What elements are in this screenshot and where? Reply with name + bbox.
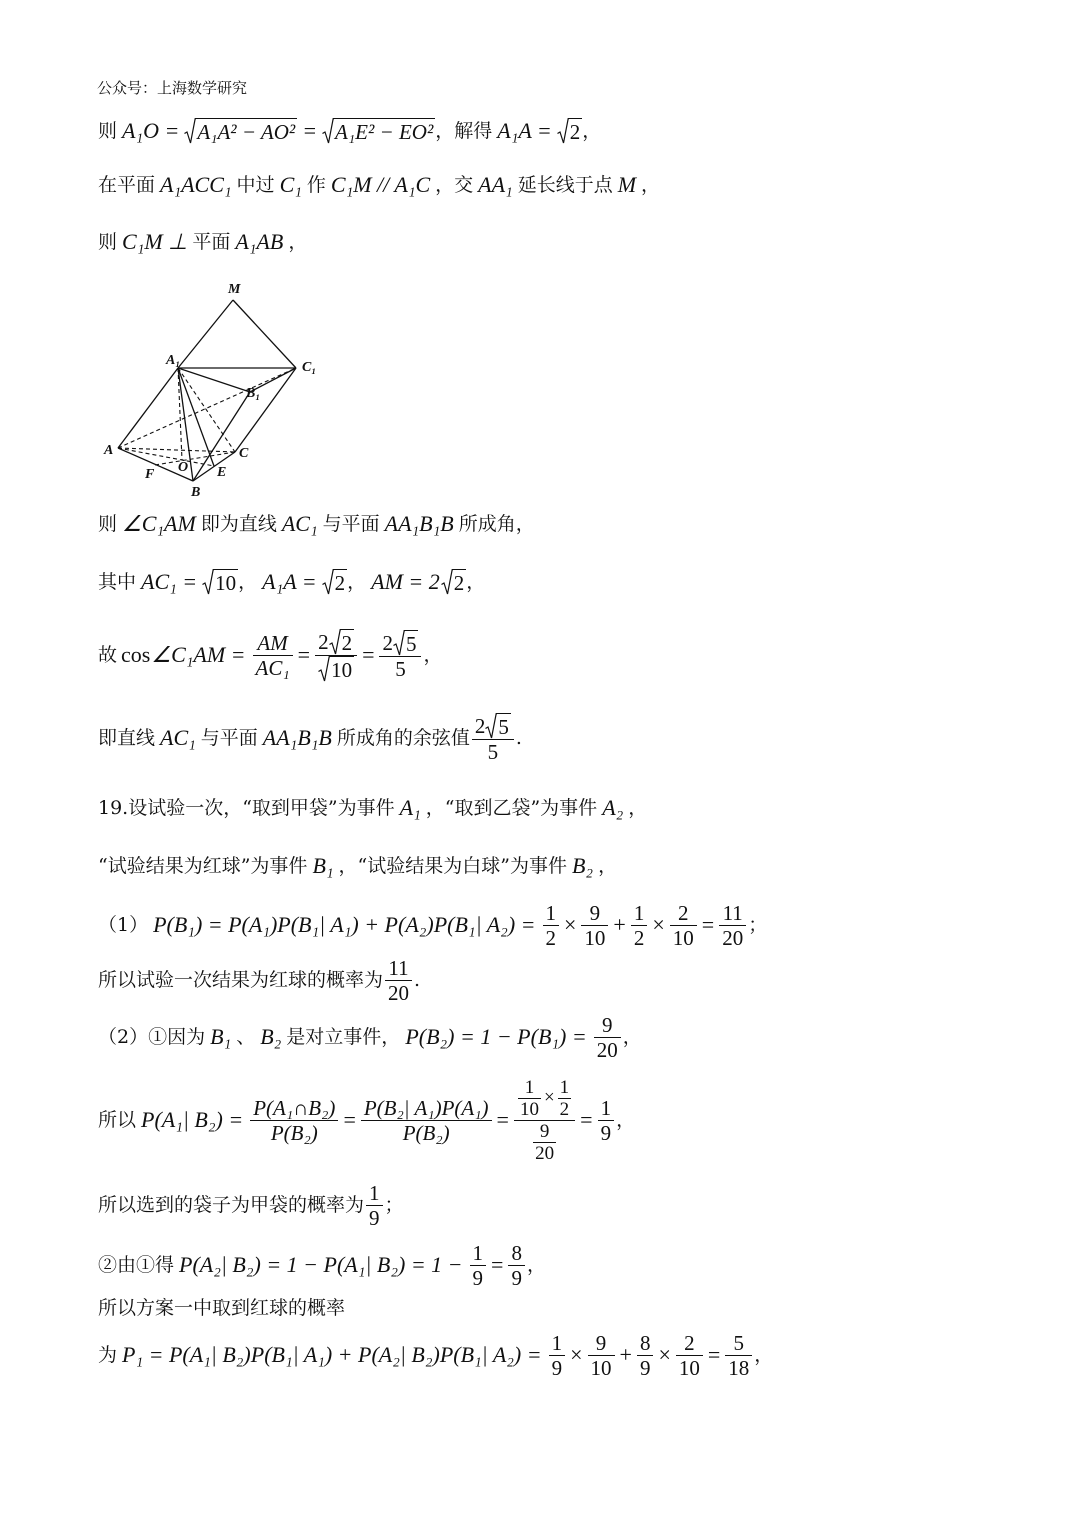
numerator: [315, 629, 357, 656]
numerator: 9: [594, 1013, 621, 1038]
math: B₁: [312, 853, 334, 878]
numerator: [472, 713, 514, 740]
text: ，: [466, 571, 486, 593]
fraction: [719, 901, 746, 950]
cos-function: cos: [121, 642, 151, 667]
text: 与平面: [200, 727, 258, 749]
text: 则: [98, 513, 118, 535]
label-a: A: [104, 443, 114, 458]
fraction: [253, 631, 293, 680]
fraction: [379, 630, 421, 681]
label-o: O: [178, 460, 189, 475]
math: AA₁B₁B: [384, 511, 454, 536]
fraction: [250, 1096, 338, 1145]
text: ，解得: [435, 120, 493, 142]
text: ，交: [435, 174, 474, 196]
radicand: 10: [331, 657, 353, 682]
fraction: [637, 1331, 654, 1380]
denominator: 18: [728, 1355, 750, 1380]
edge-m-c1: [233, 300, 296, 368]
math: C₁M ⊥: [122, 229, 188, 254]
text: ，: [347, 571, 367, 593]
math: C₁M // A₁C: [330, 172, 431, 197]
text: 所成角的余弦值: [336, 727, 470, 749]
fraction: [533, 1121, 556, 1164]
fraction: [549, 1331, 566, 1380]
numerator: [514, 1077, 575, 1121]
numerator: 1: [366, 1181, 383, 1206]
math: P(A₂| B₂) = 1 − P(A₁| B₂) = 1 −: [179, 1252, 463, 1277]
math: A₁ACC₁: [160, 172, 232, 197]
radicand: 2: [341, 630, 353, 655]
prism-figure: [100, 275, 330, 505]
math: A₁A =: [497, 118, 552, 143]
text: （1）: [98, 914, 149, 936]
denominator: 5: [395, 656, 406, 681]
sqrt-expression: [318, 656, 354, 682]
edge-a1-b1: [178, 368, 250, 392]
text: ，: [754, 1344, 774, 1366]
edge-b-c: [193, 452, 235, 481]
numerator: 1: [559, 1076, 570, 1098]
numerator: 9: [533, 1121, 556, 1143]
denominator: 2: [559, 1098, 570, 1120]
numerator: 1: [518, 1077, 541, 1099]
text: ，: [582, 120, 602, 142]
denominator: 20: [596, 1037, 618, 1062]
math: AA₁: [478, 172, 513, 197]
text: （2）①因为: [98, 1026, 206, 1048]
label-b: B: [191, 485, 201, 500]
sqrt-expression: [322, 569, 348, 595]
radical-sign: [184, 118, 196, 144]
operator: =: [701, 912, 715, 937]
text: ，: [423, 644, 443, 666]
sqrt-expression: [393, 630, 419, 656]
text: 所以试验一次结果为红球的概率为: [98, 969, 384, 991]
operator: ×: [652, 912, 665, 937]
numerator: 11: [385, 956, 412, 981]
fraction: [543, 901, 560, 950]
equals: =: [362, 642, 375, 667]
equals: =: [580, 1107, 593, 1132]
fraction: [670, 901, 697, 950]
fraction: [385, 956, 412, 1005]
denominator: 2: [545, 925, 556, 950]
text: 延长线于点: [517, 174, 613, 196]
math: AA₁B₁B: [262, 725, 332, 750]
numerator: P(B₂| A₁)P(A₁): [361, 1096, 492, 1121]
text: 中过: [236, 174, 275, 196]
radical-sign: [322, 569, 334, 595]
text: ；: [748, 914, 768, 936]
text: ；: [384, 1194, 404, 1216]
numerator: 2: [670, 901, 697, 926]
label-f: F: [145, 467, 155, 482]
math: P(B₂) = 1 − P(B₁) =: [405, 1024, 587, 1049]
radicand: A₁A² − AO²: [197, 120, 296, 144]
denominator: 5: [487, 739, 499, 764]
text: .: [414, 969, 421, 991]
operator: ×: [543, 1087, 555, 1108]
numerator: 1: [631, 901, 648, 926]
radicand: 2: [453, 571, 465, 595]
equals: =: [343, 1107, 356, 1132]
sqrt-expression: [485, 713, 511, 739]
fraction: [588, 1331, 615, 1380]
header-text: 公众号：上海数学研究: [97, 79, 248, 97]
coefficient: 2: [382, 630, 393, 655]
denominator: 10: [678, 1355, 700, 1380]
math: A₁O =: [122, 118, 180, 143]
denominator: 10: [590, 1355, 612, 1380]
label-a1: A₁: [166, 353, 181, 368]
radical-sign: [393, 630, 405, 656]
math: P(B₁) = P(A₁)P(B₁| A₁) + P(A₂)P(B₁| A₂) =: [153, 912, 536, 937]
math: AC₁: [160, 725, 196, 750]
denominator: 9: [551, 1355, 563, 1380]
text: 所成角，: [458, 513, 535, 535]
numerator: 9: [581, 901, 608, 926]
denominator: 20: [722, 925, 744, 950]
denominator: 20: [388, 980, 410, 1005]
numerator: 8: [637, 1331, 654, 1356]
denominator: [514, 1121, 575, 1164]
numerator: [379, 630, 421, 657]
denominator: P(B₂): [402, 1120, 450, 1145]
text: ，: [598, 855, 618, 877]
fraction: [472, 713, 514, 764]
edge-a1-a: [118, 368, 178, 448]
fraction: [518, 1077, 541, 1120]
denominator: 9: [639, 1355, 651, 1380]
text: ，: [622, 1026, 642, 1048]
sqrt-expression: [322, 118, 435, 144]
equals: =: [297, 642, 311, 667]
math: A₁AB: [235, 229, 284, 254]
text: 平面: [192, 231, 231, 253]
math: AC₁ =: [141, 569, 198, 594]
text: 与平面: [322, 513, 380, 535]
text: “试验结果为红球”为事件: [98, 855, 308, 877]
radicand: 5: [405, 631, 417, 656]
text: ②由①得: [98, 1254, 175, 1276]
fraction: [470, 1241, 487, 1290]
fraction: [558, 1077, 572, 1120]
text: .: [515, 727, 522, 749]
text: ，: [616, 1109, 636, 1131]
radicand: A₁E² − EO²: [335, 120, 434, 144]
math: P(A₁| B₂) =: [141, 1107, 244, 1132]
numerator: 11: [719, 901, 746, 926]
denominator: 10: [672, 925, 694, 950]
numerator: 1: [543, 901, 560, 926]
numerator: 2: [676, 1331, 703, 1356]
dashed-a-c1: [118, 368, 296, 448]
numerator: 8: [508, 1241, 525, 1266]
numerator: 1: [549, 1331, 566, 1356]
numerator: 1: [598, 1096, 615, 1121]
numerator: 5: [725, 1331, 752, 1356]
sqrt-expression: [557, 118, 583, 144]
numerator: P(A₁∩B₂): [250, 1096, 338, 1121]
text: 是对立事件，: [286, 1026, 401, 1048]
fraction: [725, 1331, 752, 1380]
denominator: 10: [519, 1098, 539, 1120]
denominator: 9: [472, 1265, 484, 1290]
coefficient: 2: [318, 629, 329, 654]
edge-m-a1: [178, 300, 233, 368]
denominator: 10: [584, 925, 606, 950]
radical-sign: [322, 118, 334, 144]
radicand: 2: [334, 571, 346, 595]
math: A₁: [399, 795, 421, 820]
equals: =: [496, 1107, 509, 1132]
operator: +: [613, 912, 626, 937]
text: ，: [526, 1254, 546, 1276]
text: 所以方案一中取到红球的概率: [98, 1297, 346, 1319]
fraction: [361, 1096, 492, 1145]
text: 则: [98, 120, 118, 142]
label-c: C: [239, 446, 249, 461]
label-b1: B₁: [246, 386, 261, 401]
text: 其中: [98, 571, 137, 593]
radical-sign: [202, 569, 214, 595]
text: ，: [288, 231, 308, 253]
radical-sign: [329, 629, 341, 655]
denominator: [315, 656, 357, 682]
math: ∠C₁AM: [122, 511, 196, 536]
text: 为: [98, 1344, 118, 1366]
dashed-c-f: [155, 452, 235, 465]
radical-sign: [485, 713, 497, 739]
label-c1: C₁: [302, 360, 317, 375]
text: 即为直线: [200, 513, 277, 535]
text: ，: [628, 797, 648, 819]
fraction: [598, 1096, 615, 1145]
text: 即直线: [98, 727, 156, 749]
fraction: [631, 901, 648, 950]
equals: =: [302, 118, 318, 143]
label-e: E: [217, 465, 227, 480]
denominator: AC₁: [255, 655, 290, 680]
denominator: 2: [633, 925, 645, 950]
operator: +: [619, 1342, 632, 1367]
math: A₂: [602, 795, 624, 820]
text: 故: [98, 644, 118, 666]
numerator: 1: [470, 1241, 487, 1266]
math: ∠C₁AM =: [151, 642, 246, 667]
text: ，: [641, 174, 661, 196]
math: B₁: [210, 1024, 232, 1049]
operator: ×: [658, 1342, 671, 1367]
denominator: 9: [511, 1265, 522, 1290]
text: 作: [306, 174, 326, 196]
math: AC₁: [281, 511, 318, 536]
denominator: 20: [535, 1142, 555, 1164]
radicand: 10: [215, 571, 237, 595]
radical-sign: [557, 118, 569, 144]
radicand: 2: [569, 120, 581, 144]
compound-fraction: [514, 1077, 575, 1164]
coefficient: 2: [474, 713, 486, 738]
denominator: 9: [600, 1120, 612, 1145]
segment-a1-e: [178, 368, 214, 466]
math: C₁: [279, 172, 302, 197]
math: P₁ = P(A₁| B₂)P(B₁| A₁) + P(A₂| B₂)P(B₁| A₂) =: [122, 1342, 542, 1367]
text: 所以: [98, 1109, 137, 1131]
text: ，: [238, 571, 258, 593]
sqrt-expression: [184, 118, 297, 144]
text: 19.设试验一次，“取到甲袋”为事件: [98, 797, 395, 819]
equals: =: [491, 1252, 504, 1277]
fraction: [366, 1181, 383, 1230]
operator: ×: [564, 912, 577, 937]
sqrt-expression: [441, 569, 467, 595]
operator: ×: [570, 1342, 583, 1367]
math: AM = 2: [371, 569, 440, 594]
edge-c1-c: [235, 368, 296, 452]
text: 则: [98, 231, 118, 253]
label-m: M: [228, 282, 241, 297]
math: B₂: [571, 853, 594, 878]
text: 所以选到的袋子为甲袋的概率为: [98, 1194, 365, 1216]
text: ，“取到乙袋”为事件: [425, 797, 598, 819]
text: ，“试验结果为白球”为事件: [338, 855, 567, 877]
sqrt-expression: [202, 569, 238, 595]
denominator: P(B₂): [270, 1120, 318, 1145]
sqrt-expression: [329, 629, 355, 655]
operator: =: [707, 1342, 721, 1367]
fraction: [315, 629, 357, 682]
text: 、: [236, 1026, 256, 1048]
fraction: [581, 901, 608, 950]
radical-sign: [318, 656, 330, 682]
fraction: [676, 1331, 703, 1380]
denominator: 9: [369, 1205, 380, 1230]
numerator: 9: [588, 1331, 615, 1356]
numerator: AM: [253, 631, 293, 656]
math: B₂: [260, 1024, 282, 1049]
dashed-a1-c: [178, 368, 235, 452]
fraction: [594, 1013, 621, 1062]
fraction: [508, 1241, 525, 1290]
radical-sign: [441, 569, 453, 595]
dashed-a-e: [118, 448, 214, 466]
text: 在平面: [98, 174, 156, 196]
math: M: [617, 172, 637, 197]
radicand: 5: [498, 714, 509, 739]
math: A₁A =: [262, 569, 317, 594]
